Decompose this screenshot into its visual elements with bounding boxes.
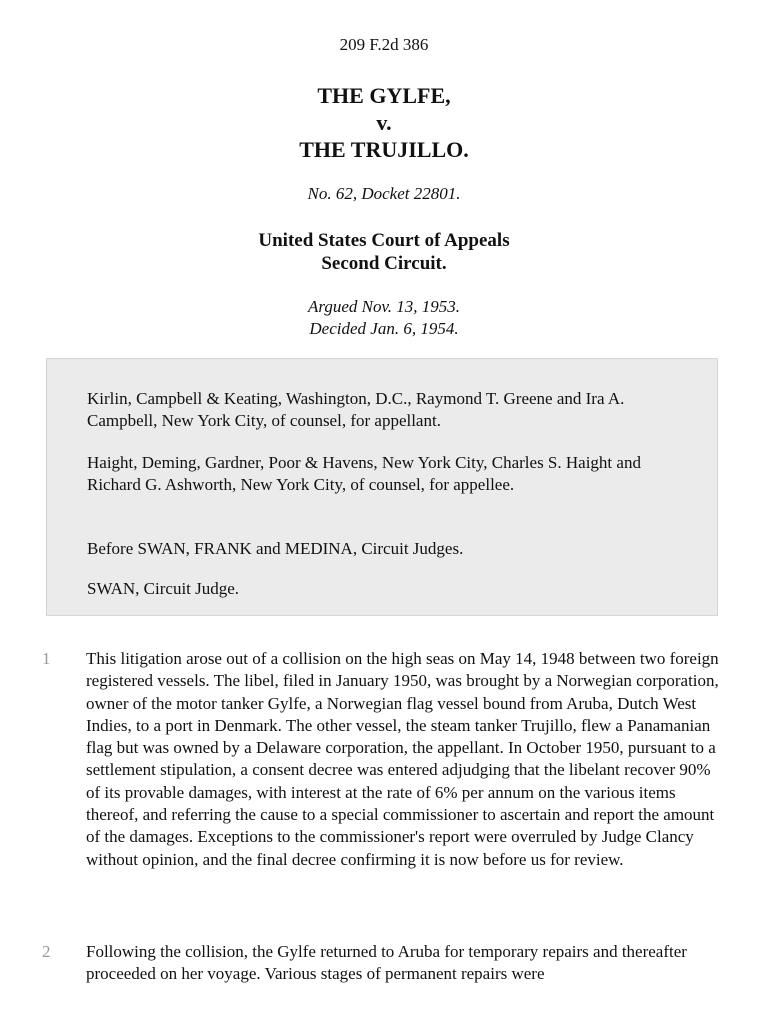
appellee-counsel: Haight, Deming, Gardner, Poor & Havens, New York City, Charles S. Haight and Richard G. Ashworth, New York City, of counsel, for appellee. [87,453,641,494]
appellant-counsel: Kirlin, Campbell & Keating, Washington, D.C., Raymond T. Greene and Ira A. Campbell, New York City, of counsel, for appellant. [87,389,625,430]
case-title-party-1: THE GYLFE, [317,83,451,108]
paragraph-text: This litigation arose out of a collision on the high seas on May 14, 1948 between two foreign registered vessels. The libel, filed in January 1950, was brought by a Norwegian corporation, owner of the motor tanker Gylfe, a Norwegian flag vessel bound from Aruba, Dutch West Indies, to a port in Denmark. The other vessel, the steam tanker Trujillo, flew a Panamanian flag but was owned by a Delaware corporation, the appellant. In October 1950, pursuant to a settlement stipulation, a consent decree was entered adjudging that the libelant recover 90% of its provable damages, with interest at the rate of 6% per annum on the various items thereof, and referring the cause to a special commissioner to ascertain and report the amount of the damages. Exceptions to the commissioner's report were overruled by Judge Clancy without opinion, and the final decree confirming it is now before us for review. [86,649,719,869]
court-name [0,229,768,275]
bench-judges: Before SWAN, FRANK and MEDINA, Circuit Judges. [87,539,464,558]
counsel-panel [46,358,718,616]
court-name-line-2: Second Circuit. [321,253,447,274]
argued-date: Argued Nov. 13, 1953. [307,297,461,316]
paragraph-number: 1 [42,649,51,668]
decided-date: Decided Jan. 6, 1954. [309,319,459,338]
court-name-line-1: United States Court of Appeals [258,230,510,251]
case-dates [0,296,768,340]
case-title-versus: v. [376,110,392,135]
case-citation: 209 F.2d 386 [339,35,429,54]
docket-number: No. 62, Docket 22801. [307,184,461,203]
opinion-author: SWAN, Circuit Judge. [87,579,240,598]
paragraph-text: Following the collision, the Gylfe returned to Aruba for temporary repairs and thereafter proceeded on her voyage. Various stages of permanent repairs were [86,942,687,984]
case-title [0,82,768,163]
case-title-party-2: THE TRUJILLO. [299,137,469,162]
paragraph-number: 2 [42,942,51,961]
